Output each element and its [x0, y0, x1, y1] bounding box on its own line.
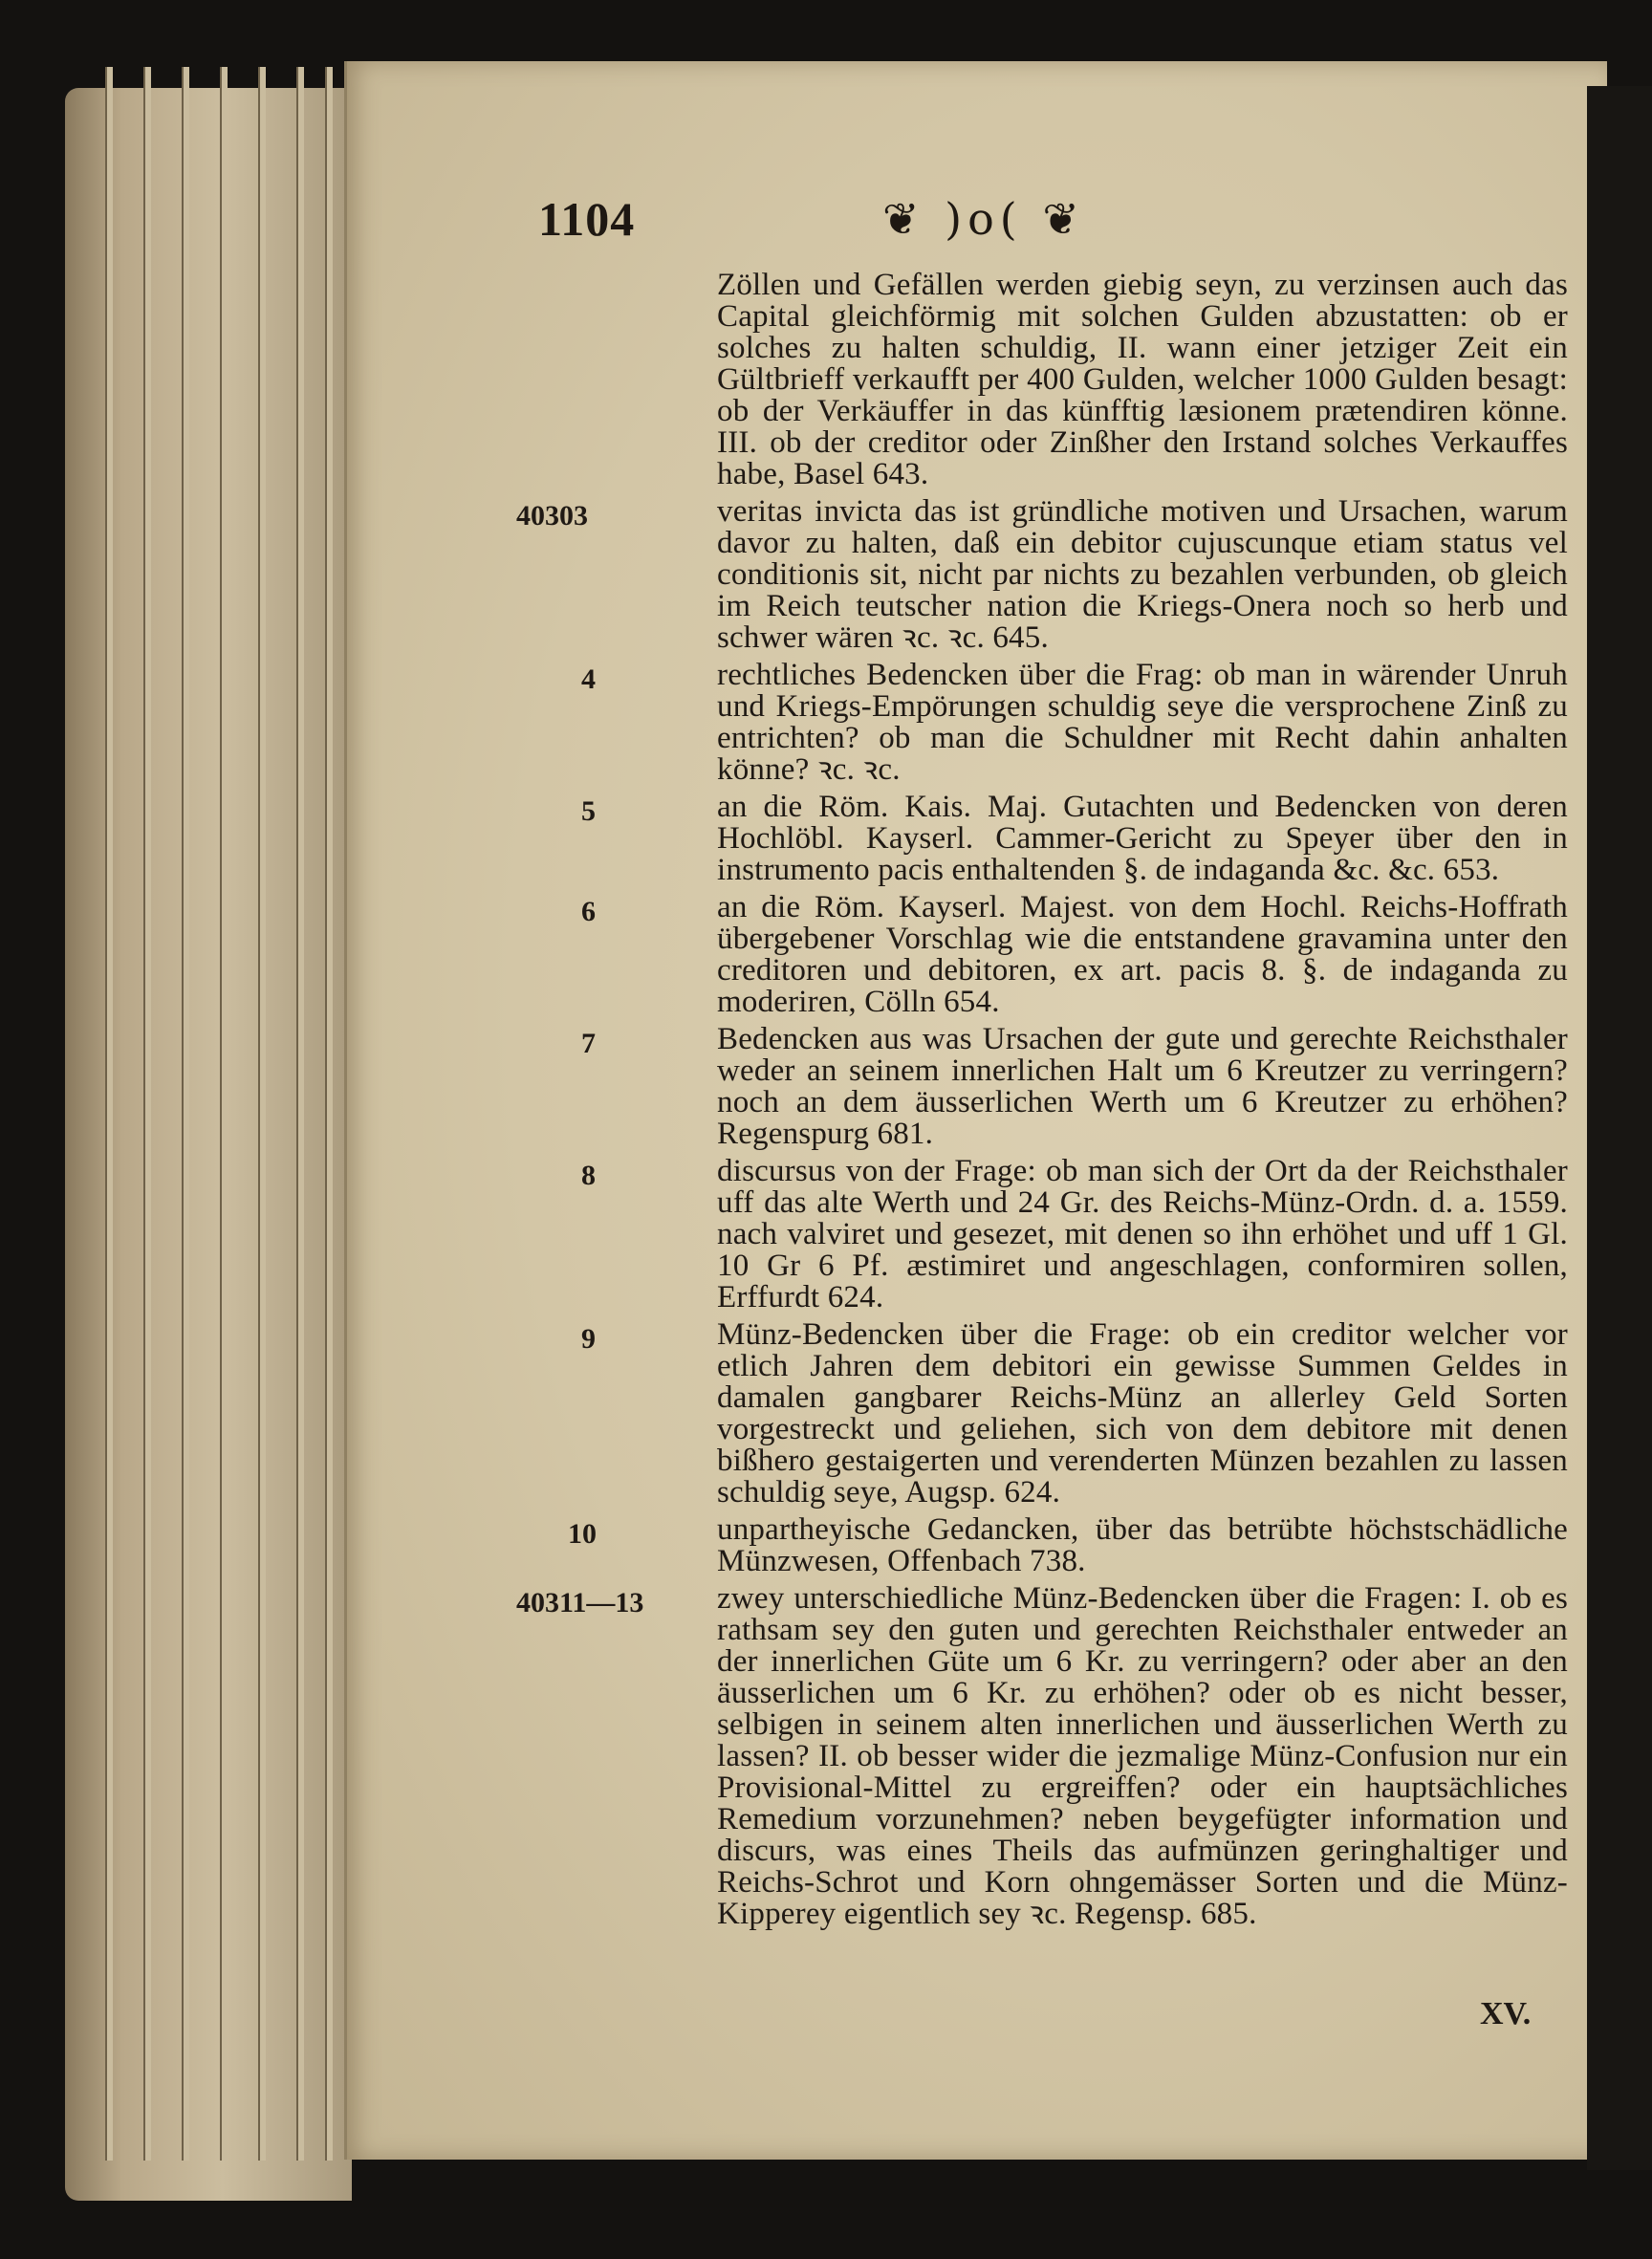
- bibliography-entries: [516, 270, 1568, 1936]
- entry-number: 9: [581, 1323, 596, 1355]
- entry: [516, 1583, 1568, 1930]
- entry: [516, 1024, 1568, 1150]
- page-header: [538, 191, 1456, 258]
- entry-text: veritas invicta das ist gründliche motiven und Ursachen, warum davor zu halten, daß ein debitor cujuscunque etiam status vel conditionis sit, nicht par nichts zu bezahlen verbunden, ob gleich im Reich teutscher nation die Kriegs-Onera noch so herb und schwer wären ꝛc. ꝛc. 645.: [717, 494, 1568, 655]
- entry: [516, 270, 1568, 490]
- header-ornament: ❦ )o( ❦: [882, 193, 1085, 245]
- entry-text: an die Röm. Kayserl. Majest. von dem Hochl. Reichs-Hoffrath übergebener Vorschlag wie die entstandene gravamina unter den creditoren und debitoren, ex art. pacis 8. §. de indaganda zu moderiren, Cölln 654.: [717, 890, 1568, 1019]
- entry: [516, 1156, 1568, 1314]
- entry-number: 4: [581, 663, 596, 695]
- entry-number: 6: [581, 896, 596, 927]
- entry-text: zwey unterschiedliche Münz-Bedencken über die Fragen: I. ob es rathsam sey den guten und gerechten Reichsthaler entweder an der innerlichen Güte um 6 Kr. zu verringern? oder aber an den äusserlichen um 6 Kr. zu erhöhen? oder ob es nicht besser, selbigen in seinem alten innerlichen und äusserlichen Werth zu lassen? II. ob besser wider die jezmalige Münz-Confusion nur ein Provisional-Mittel zu ergreiffen? oder ein hauptsächliches Remedium vorzunehmen? neben beygefügter information und discurs, was eines Theils das aufmünzen geringhaltiger und Reichs-Schrot und Korn ohngemässer Sorten und die Münz-Kipperey eigentlich sey ꝛc. Regensp. 685.: [717, 1581, 1568, 1931]
- entry-text: an die Röm. Kais. Maj. Gutachten und Bedencken von deren Hochlöbl. Kayserl. Cammer-Gericht zu Speyer über den in instrumento pacis enthaltenden §. de indaganda &c. &c. 653.: [717, 790, 1568, 887]
- entry-text: discursus von der Frage: ob man sich der Ort da der Reichsthaler uff das alte Werth und 24 Gr. des Reichs-Münz-Ordn. d. a. 1559. nach valviret und gesezet, mit denen so ihn erhöhet und uff 1 Gl. 10 Gr 6 Pf. æstimiret und angeschlagen, conformiren sollen, Erffurdt 624.: [717, 1154, 1568, 1314]
- entry-number: 8: [581, 1160, 596, 1191]
- entry-text: Bedencken aus was Ursachen der gute und gerechte Reichsthaler weder an seinem innerlichen Halt um 6 Kreutzer zu verringern? noch an dem äusserlichen Werth um 6 Kreutzer zu erhöhen? Regenspurg 681.: [717, 1022, 1568, 1151]
- entry: [516, 892, 1568, 1018]
- entry-text: unpartheyische Gedancken, über das betrübte höchstschädliche Münzwesen, Offenbach 738.: [717, 1512, 1568, 1578]
- page-edge-line: [182, 67, 189, 2161]
- entry: [516, 1319, 1568, 1509]
- entry-number: 40311—13: [516, 1587, 644, 1618]
- entry: [516, 1514, 1568, 1577]
- entry-number: 7: [581, 1028, 596, 1059]
- page-edge-line: [143, 67, 151, 2161]
- entry: [516, 792, 1568, 886]
- entry-number: 40303: [516, 500, 588, 532]
- background-edge: [1587, 86, 1652, 2170]
- page-edge-line: [220, 67, 228, 2161]
- page-number: 1104: [538, 192, 636, 246]
- entry-text: Münz-Bedencken über die Frage: ob ein creditor welcher vor etlich Jahren dem debitori ein gewisse Summen Geldes in damalen gangbarer Reichs-Münz an allerley Geld Sorten vorgestreckt und geliehen, sich von dem debitore mit denen bißhero gestaigerten und verenderten Münzen bezahlen zu lassen schuldig seye, Augsp. 624.: [717, 1317, 1568, 1510]
- page-edge-line: [105, 67, 113, 2161]
- entry-text: rechtliches Bedencken über die Frag: ob man in wärender Unruh und Kriegs-Empörungen schuldig seye die versprochene Zinß zu entrichten? ob man die Schuldner mit Recht dahin anhalten könne? ꝛc. ꝛc.: [717, 658, 1568, 787]
- page-edge-line: [258, 67, 266, 2161]
- page-edge-line: [296, 67, 304, 2161]
- entry: [516, 496, 1568, 654]
- signature-mark: XV.: [1480, 1996, 1532, 2031]
- entry: [516, 660, 1568, 786]
- entry-number: 10: [568, 1518, 597, 1550]
- entry-number: 5: [581, 795, 596, 827]
- page-edge-line: [325, 67, 333, 2161]
- entry-text: Zöllen und Gefällen werden giebig seyn, zu verzinsen auch das Capital gleichförmig mit solchen Gulden abzustatten: ob er solches zu halten schuldig, II. wann einer jetziger Zeit ein Gültbrieff verkaufft per 400 Gulden, welcher 1000 Gulden besagt: ob der Verkäuffer in das künfftig læsionem prætendiren könne. III. ob der creditor oder Zinßher den Irstand solches Verkauffes habe, Basel 643.: [717, 268, 1568, 491]
